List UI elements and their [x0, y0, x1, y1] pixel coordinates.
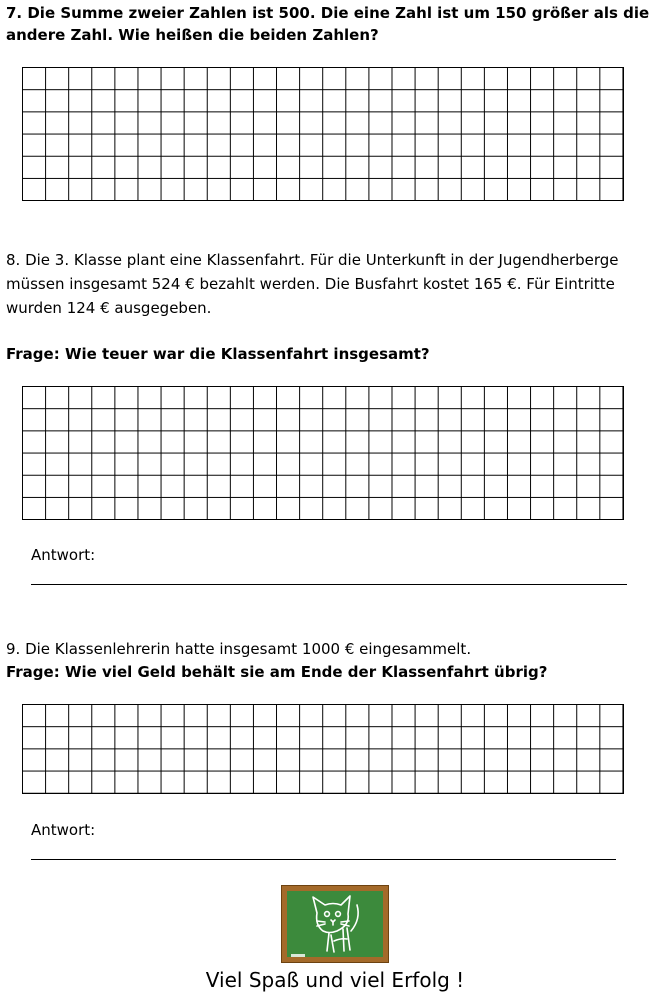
task7-grid[interactable] — [22, 67, 624, 201]
task8-grid[interactable] — [22, 386, 624, 520]
task8-question: Frage: Wie teuer war die Klassenfahrt insgesamt? — [6, 345, 430, 363]
cat-drawing-icon — [287, 891, 385, 959]
task8-line1: 8. Die 3. Klasse plant eine Klassenfahrt. Für die Unterkunft in der Jugendherberge — [6, 251, 619, 269]
task8-line3: wurden 124 € ausgegeben. — [6, 299, 212, 317]
chalkboard-surface — [287, 891, 383, 957]
task9-grid[interactable] — [22, 704, 624, 794]
closing-message: Viel Spaß und viel Erfolg ! — [205, 968, 465, 992]
chalkboard-image — [281, 885, 389, 963]
task9-answer-label: Antwort: — [31, 821, 96, 839]
task7-line2: andere Zahl. Wie heißen die beiden Zahlen? — [6, 26, 379, 44]
task7-line1: 7. Die Summe zweier Zahlen ist 500. Die eine Zahl ist um 150 größer als die — [6, 4, 650, 22]
task8-line2: müssen insgesamt 524 € bezahlt werden. Die Busfahrt kostet 165 €. Für Eintritte — [6, 275, 615, 293]
task9-line1: 9. Die Klassenlehrerin hatte insgesamt 1000 € eingesammelt. — [6, 640, 472, 658]
task8-answer-line[interactable] — [31, 584, 627, 585]
task9-question: Frage: Wie viel Geld behält sie am Ende der Klassenfahrt übrig? — [6, 663, 548, 681]
task9-answer-line[interactable] — [31, 859, 616, 860]
task8-answer-label: Antwort: — [31, 546, 96, 564]
